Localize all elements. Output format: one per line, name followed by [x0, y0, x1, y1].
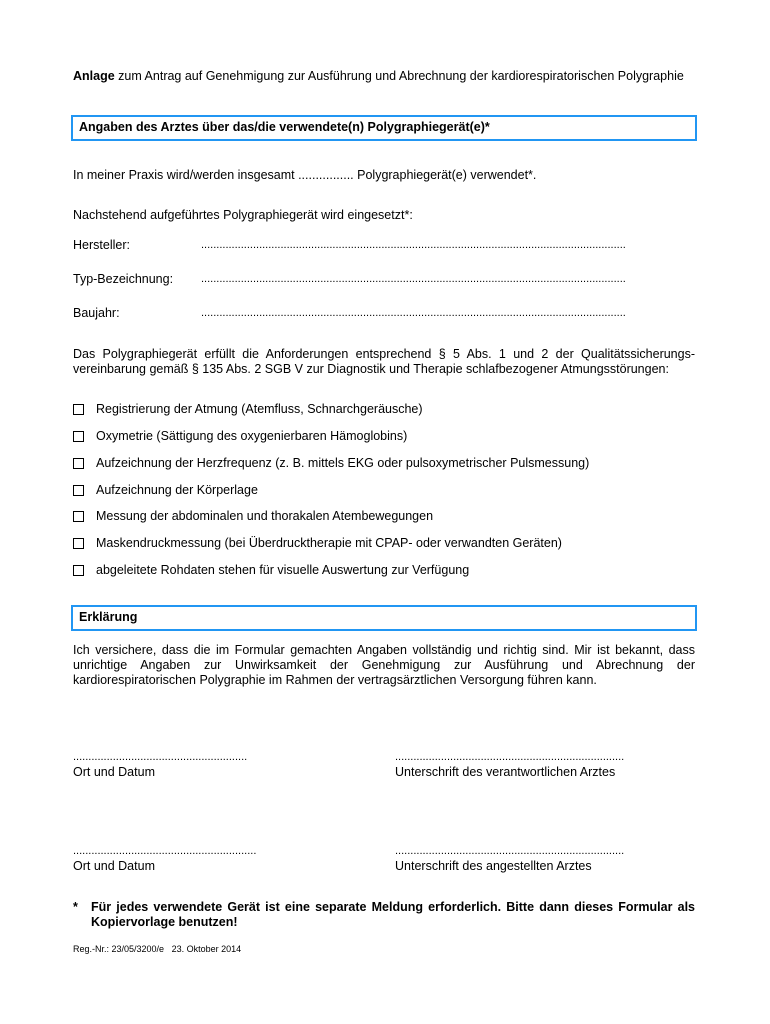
place-date-field[interactable]: ............................................................ — [73, 845, 257, 857]
device-used-sentence: Nachstehend aufgeführtes Polygraphiegerät wird eingesetzt*: — [73, 208, 413, 222]
signature-label: Unterschrift des angestellten Arztes — [395, 859, 592, 873]
signature-label: Unterschrift des verantwortlichen Arztes — [395, 765, 616, 779]
checkbox-row[interactable] — [73, 428, 407, 444]
intro-rest: zum Antrag auf Genehmigung zur Ausführung und Abrechnung der kardiorespiratorischen Polygraphie — [114, 69, 684, 83]
checkbox-label: abgeleitete Rohdaten stehen für visuelle Auswertung zur Verfügung — [96, 563, 470, 577]
year-field[interactable]: ........................................................................................................................................... — [201, 307, 626, 319]
checkbox[interactable] — [73, 485, 84, 496]
checkbox-label: Maskendruckmessung (bei Überdrucktherapie mit CPAP- oder verwandten Geräten) — [96, 536, 562, 550]
place-date-field[interactable]: ......................................................... — [73, 751, 248, 763]
place-date-label: Ort und Datum — [73, 765, 155, 779]
checkbox-row[interactable] — [73, 535, 562, 551]
checkbox[interactable] — [73, 565, 84, 576]
checkbox[interactable] — [73, 458, 84, 469]
checkbox[interactable] — [73, 511, 84, 522]
checkbox-label: Oxymetrie (Sättigung des oxygenierbaren Hämoglobins) — [96, 429, 408, 443]
declaration-paragraph: Ich versichere, dass die im Formular gemachten Angaben vollständig und richtig sind. Mir ist bekannt, dass unrichtige Angaben zur Unwirksamkeit der Genehmigung zur Ausführung und Abrechnung der kardiorespiratorischen Polygraphie im Rahmen der vertragsärztlichen Versorgung führen kann. — [73, 643, 695, 687]
section-header-declaration — [71, 605, 697, 631]
signature-field[interactable]: ........................................................................... — [395, 751, 625, 763]
signature-field[interactable]: ........................................................................... — [395, 845, 625, 857]
checkbox-row[interactable] — [73, 482, 258, 498]
year-label: Baujahr: — [73, 306, 120, 320]
section-header-device — [71, 115, 697, 141]
checkbox[interactable] — [73, 404, 84, 415]
section-header-declaration-title: Erklärung — [79, 610, 138, 624]
checkbox-label: Registrierung der Atmung (Atemfluss, Schnarchgeräusche) — [96, 402, 423, 416]
device-count-sentence: In meiner Praxis wird/werden insgesamt ................ Polygraphiegerät(e) verwendet*. — [73, 168, 537, 182]
type-field[interactable]: ........................................................................................................................................... — [201, 273, 626, 285]
intro-paragraph — [73, 69, 695, 84]
footnote-text: Für jedes verwendete Gerät ist eine separate Meldung erforderlich. Bitte dann dieses Formular als Kopiervorlage benutzen! — [91, 900, 695, 929]
type-label: Typ-Bezeichnung: — [73, 272, 174, 286]
checkbox-row[interactable] — [73, 455, 589, 471]
checkbox-label: Messung der abdominalen und thorakalen Atembewegungen — [96, 509, 434, 523]
footnote-star: * — [73, 900, 78, 914]
reg-number-line — [73, 944, 241, 954]
place-date-label: Ort und Datum — [73, 859, 155, 873]
intro-lead: Anlage — [73, 69, 115, 83]
requirements-paragraph: Das Polygraphiegerät erfüllt die Anforderungen entsprechend § 5 Abs. 1 und 2 der Qualitätssicherungs-vereinbarung gemäß § 135 Abs. 2 SGB V zur Diagnostik und Therapie schlafbezogener Atmungsstörungen: — [73, 347, 695, 376]
checkbox[interactable] — [73, 538, 84, 549]
reg-date: 23. Oktober 2014 — [171, 944, 242, 954]
checkbox-label: Aufzeichnung der Körperlage — [96, 483, 258, 497]
checkbox-row[interactable] — [73, 508, 433, 524]
manufacturer-label: Hersteller: — [73, 238, 130, 252]
section-header-device-title: Angaben des Arztes über das/die verwendete(n) Polygraphiegerät(e)* — [79, 120, 490, 134]
checkbox[interactable] — [73, 431, 84, 442]
manufacturer-field[interactable]: ........................................................................................................................................... — [201, 239, 626, 251]
checkbox-label: Aufzeichnung der Herzfrequenz (z. B. mittels EKG oder pulsoxymetrischer Pulsmessung) — [96, 456, 590, 470]
checkbox-row[interactable] — [73, 401, 423, 417]
checkbox-row[interactable] — [73, 562, 469, 578]
reg-number: Reg.-Nr.: 23/05/3200/e — [73, 944, 165, 954]
